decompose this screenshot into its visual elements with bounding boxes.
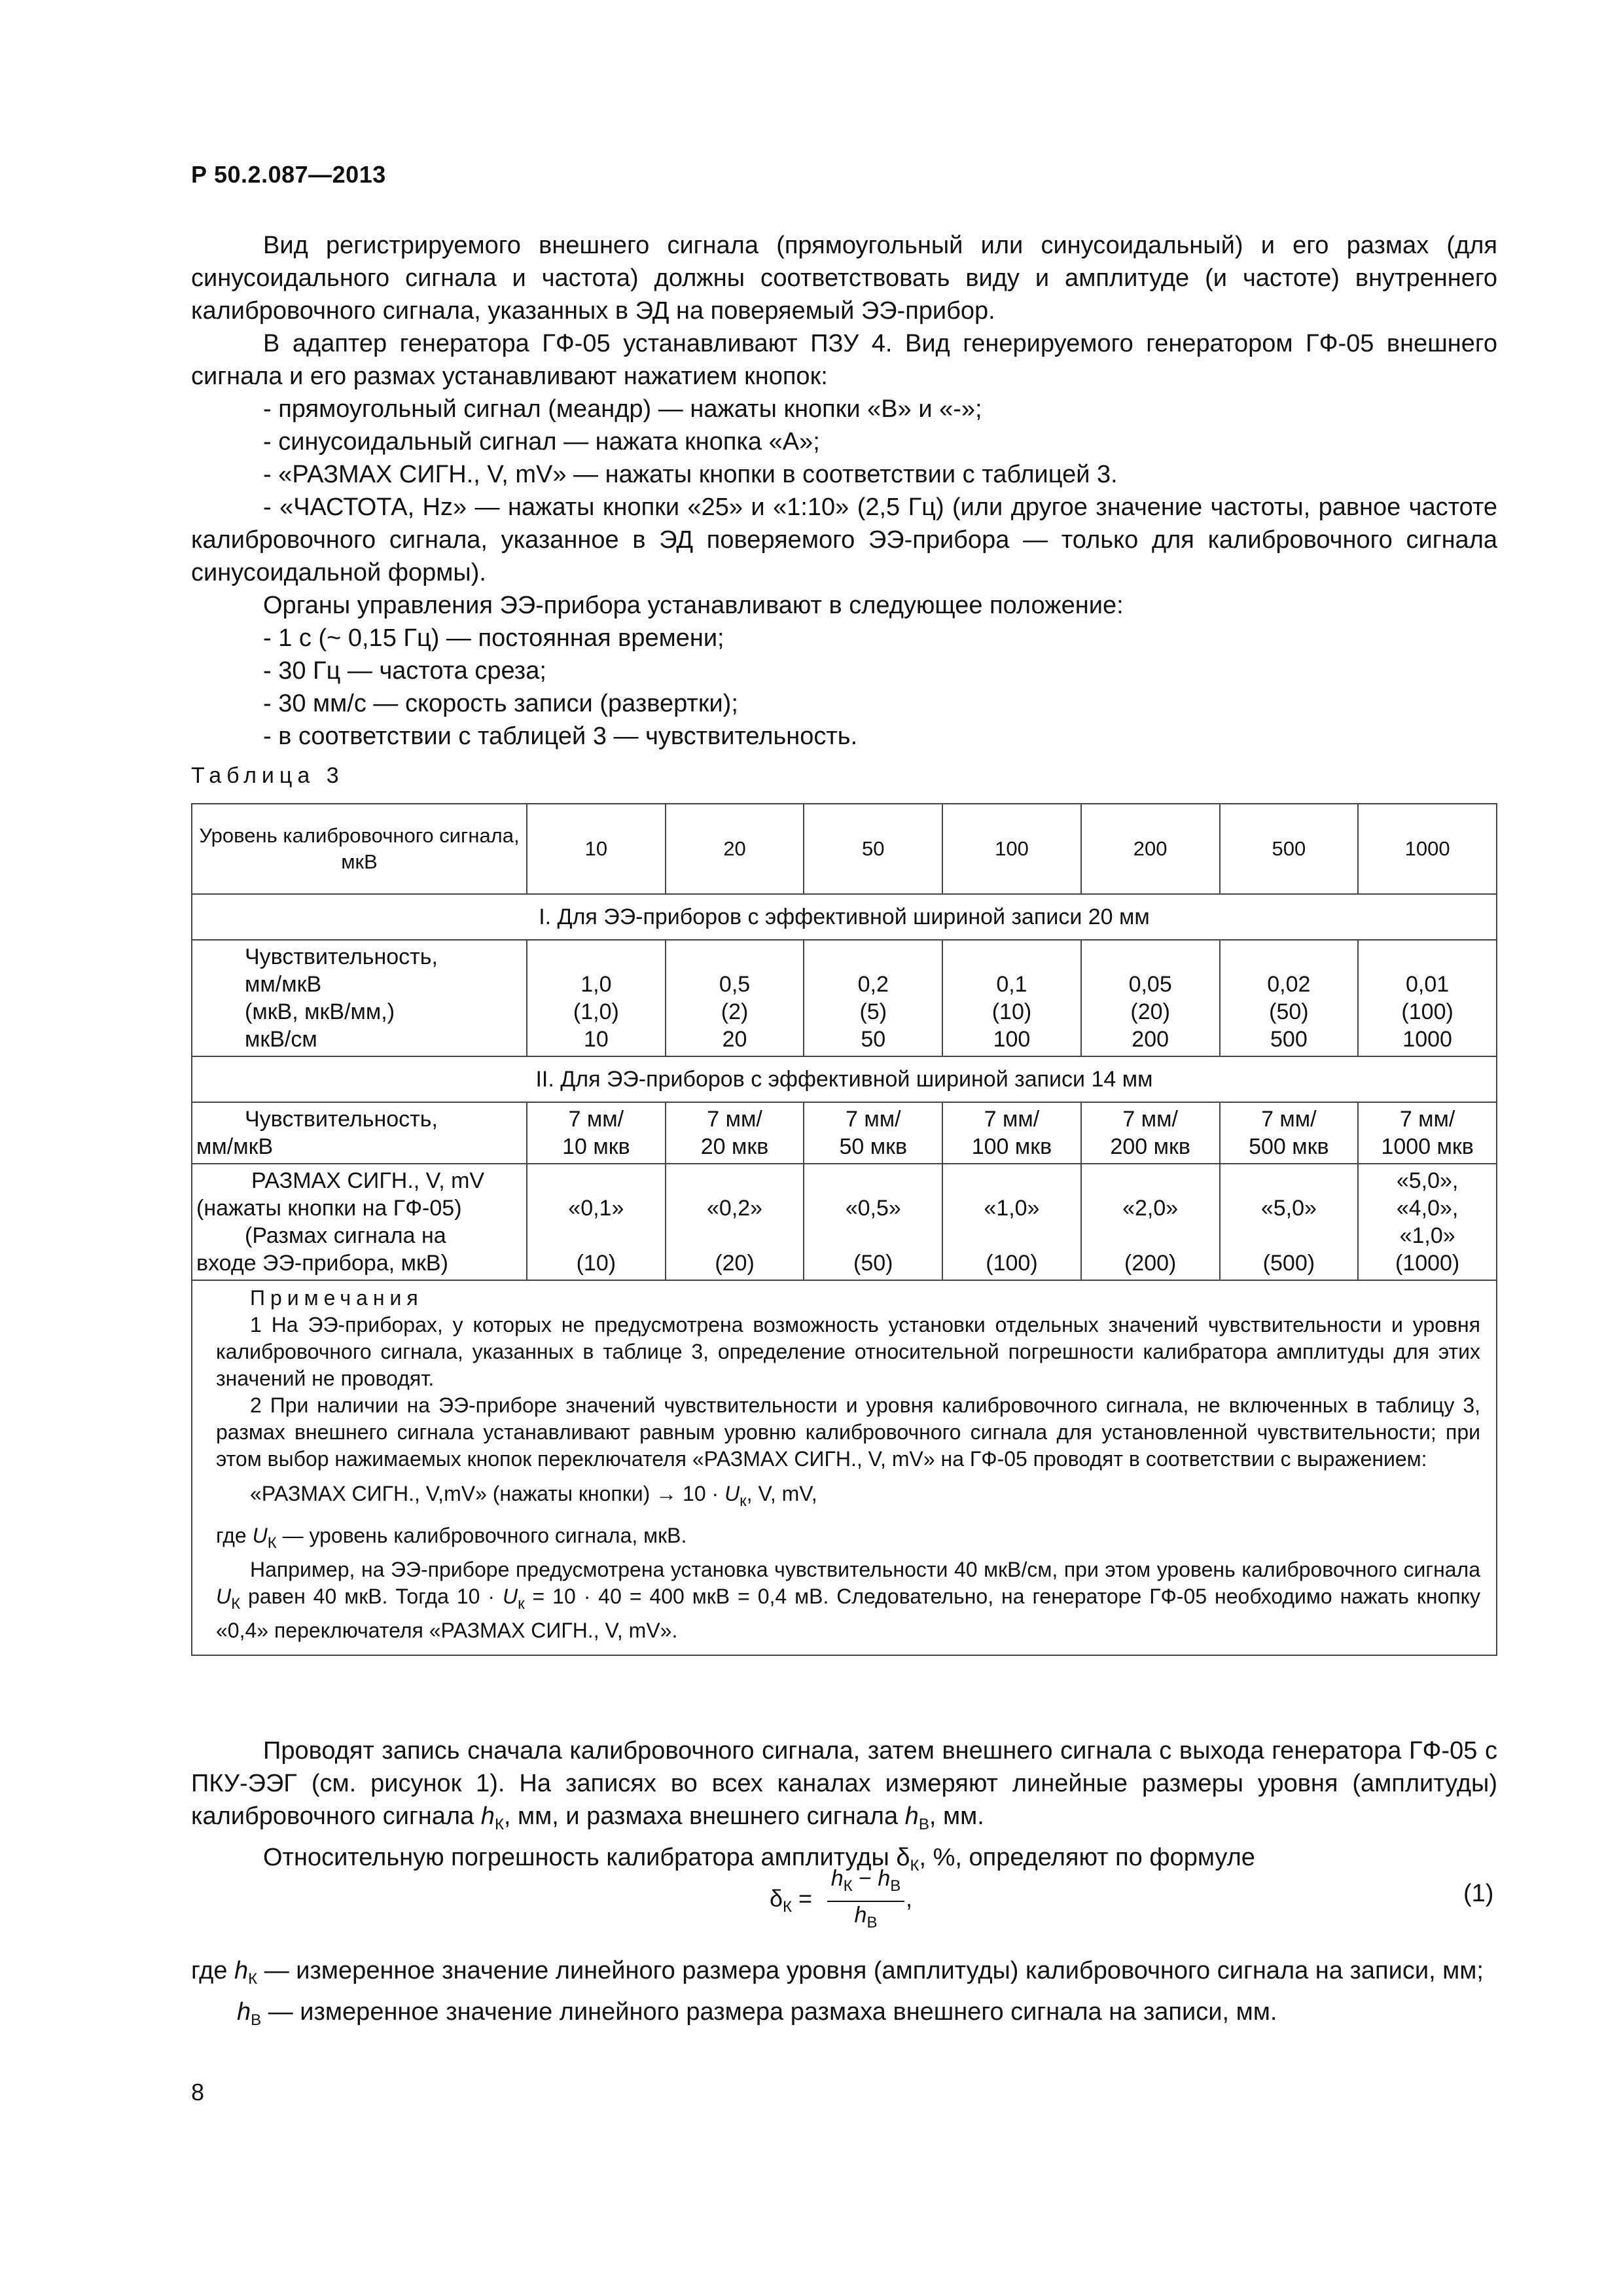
label-line: Чувствительность,: [245, 944, 438, 969]
section-1-title: I. Для ЭЭ-приборов с эффективной шириной записи 20 мм: [192, 894, 1497, 940]
level-cell: 200: [1081, 804, 1220, 894]
level-cell: 10: [527, 804, 666, 894]
notes-row: [192, 1280, 1497, 1655]
formula-lhs: $\delta_К$ =: [770, 1885, 813, 1916]
range-cell: «5,0», «4,0», «1,0» (1000): [1358, 1164, 1497, 1280]
header-label: Уровень калибровочного сигнала, мкВ: [192, 804, 527, 894]
level-cell: 50: [804, 804, 942, 894]
where-block: [191, 1954, 1497, 2037]
intro-list-item: - «ЧАСТОТА, Hz» — нажаты кнопки «25» и «1:10» (2,5 Гц) (или другое значение частоты, равное частоте калибровочного сигнала, указанное в ЭД поверяемого ЭЭ-прибора — только для калибровочного сигнала синусоидальной формы).: [191, 493, 1497, 586]
sensitivity-cell: 7 мм/ 1000 мкв: [1358, 1102, 1497, 1164]
sensitivity-14mm-row: [192, 1102, 1497, 1164]
sensitivity-cell: 7 мм/ 10 мкв: [527, 1102, 666, 1164]
table-notes: [192, 1280, 1497, 1655]
intro-list-item: - 1 с (~ 0,15 Гц) — постоянная времени;: [263, 624, 724, 652]
note-1: 1 На ЭЭ-приборах, у которых не предусмотрена возможность установки отдельных значений чувствительности и уровня калибровочного сигнала, указанных в таблице 3, определение относительной погрешности калибратора амплитуды для этих значений не проводят.: [216, 1313, 1480, 1390]
sensitivity-cell: 0,1 (10) 100: [942, 940, 1081, 1056]
intro-text: [191, 229, 1497, 753]
intro-paragraph-2: В адаптер генератора ГФ-05 устанавливают ПЗУ 4. Вид генерируемого генератором ГФ-05 внешнего сигнала и его размах устанавливают нажатием кнопок:: [191, 330, 1497, 390]
level-cell: 20: [666, 804, 804, 894]
document-number: Р 50.2.087—2013: [191, 161, 386, 188]
where-hv: $h_В$ — измеренное значение линейного размера размаха внешнего сигнала на записи, мм.: [237, 1998, 1277, 2029]
intro-list-item: - прямоугольный сигнал (меандр) — нажаты кнопки «В» и «-»;: [263, 395, 982, 423]
table-header-row: [192, 804, 1497, 894]
intro-list-item: - 30 мм/с — скорость записи (развертки);: [263, 690, 738, 717]
intro-list-item: - «РАЗМАХ СИГН., V, mV» — нажаты кнопки в соответствии с таблицей 3.: [263, 461, 1118, 488]
sensitivity-cell: 7 мм/ 200 мкв: [1081, 1102, 1220, 1164]
sensitivity-cell: 0,02 (50) 500: [1220, 940, 1359, 1056]
formula-numerator: $h_К - h_В$: [827, 1865, 904, 1902]
after-paragraph-2: Относительную погрешность калибратора амплитуды $\delta_К$, %, определяют по формуле: [263, 1844, 1255, 1874]
range-label: РАЗМАХ СИГН., V, mV (нажаты кнопки на ГФ-05) (Размах сигнала на входе ЭЭ-прибора, мкВ): [192, 1164, 527, 1280]
sensitivity-cell: 7 мм/ 20 мкв: [666, 1102, 804, 1164]
section-1-row: [192, 894, 1497, 940]
sensitivity-cell: 0,05 (20) 200: [1081, 940, 1220, 1056]
range-cell: «0,5» (50): [804, 1164, 942, 1280]
where-hk: где $h_К$ — измеренное значение линейного размера уровня (амплитуды) калибровочного сигнала на записи, мм;: [191, 1957, 1484, 1988]
label-line: мм/мкВ: [245, 972, 322, 997]
intro-paragraph-1: Вид регистрируемого внешнего сигнала (прямоугольный или синусоидальный) и его размах (для синусоидального сигнала и частота) должны соответствовать виду и амплитуде (и частоте) внутреннего калибровочного сигнала, указанных в ЭД на поверяемый ЭЭ-прибор.: [191, 232, 1497, 325]
level-cell: 100: [942, 804, 1081, 894]
formula-denominator: $h_В$: [854, 1903, 878, 1931]
section-2-title: II. Для ЭЭ-приборов с эффективной шириной записи 14 мм: [192, 1056, 1497, 1102]
after-table-text: [191, 1734, 1497, 1882]
intro-list-item: - в соответствии с таблицей 3 — чувствительность.: [263, 723, 858, 750]
label-line: (мкВ, мкВ/мм,): [245, 999, 395, 1024]
intro-list-item: - 30 Гц — частота среза;: [263, 657, 546, 685]
range-cell: «1,0» (100): [942, 1164, 1081, 1280]
note-example: Например, на ЭЭ-приборе предусмотрена установка чувствительности 40 мкВ/см, при этом уровень калибровочного сигнала $U_К$ равен 40 мкВ. Тогда $10 \cdot U_к = 10 \cdot 40 = 400$ мкВ = 0,4 мВ. Следовательно, на генераторе ГФ-05 необходимо нажать кнопку «0,4» переключателя «РАЗМАХ СИГН., V, mV».: [216, 1558, 1481, 1642]
sensitivity-cell: 0,5 (2) 20: [666, 940, 804, 1056]
section-2-row: [192, 1056, 1497, 1102]
formula-number: (1): [1463, 1880, 1494, 1907]
notes-title: Примечания: [250, 1286, 423, 1310]
formula-tail: ,: [906, 1885, 913, 1912]
level-cell: 500: [1220, 804, 1359, 894]
label-line: мкВ/см: [245, 1027, 317, 1052]
sensitivity-cell: 0,01 (100) 1000: [1358, 940, 1497, 1056]
range-cell: «2,0» (200): [1081, 1164, 1220, 1280]
level-cell: 1000: [1358, 804, 1497, 894]
sensitivity-cell: 0,2 (5) 50: [804, 940, 942, 1056]
note-2: 2 При наличии на ЭЭ-приборе значений чувствительности и уровня калибровочного сигнала, не включенных в таблицу 3, размах внешнего сигнала устанавливают равным уровню калибровочного сигнала для установленной чувствительности; при этом выбор нажимаемых кнопок переключателя «РАЗМАХ СИГН., V, mV» на ГФ-05 проводят в соответствии с выражением:: [216, 1393, 1480, 1471]
sensitivity-cell: 7 мм/ 100 мкв: [942, 1102, 1081, 1164]
after-paragraph-1: Проводят запись сначала калибровочного сигнала, затем внешнего сигнала с выхода генератора ГФ-05 с ПКУ-ЭЭГ (см. рисунок 1). На записях во всех каналах измеряют линейные размеры уровня (амплитуды) калибровочного сигнала $h_К$, мм, и размаха внешнего сигнала $h_В$, мм.: [191, 1737, 1497, 1833]
intro-paragraph-3: Органы управления ЭЭ-прибора устанавливают в следующее положение:: [263, 592, 1124, 619]
sensitivity-20mm-row: [192, 940, 1497, 1056]
sensitivity-cell: 7 мм/ 500 мкв: [1220, 1102, 1359, 1164]
range-cell: «5,0» (500): [1220, 1164, 1359, 1280]
range-cell: «0,2» (20): [666, 1164, 804, 1280]
intro-list-item: - синусоидальный сигнал — нажата кнопка «А»;: [263, 428, 820, 456]
note-expression: «РАЗМАХ СИГН., V,mV» (нажаты кнопки) → $10 \cdot U_к$, V, mV,: [250, 1482, 817, 1510]
table-caption: Таблица 3: [191, 763, 344, 788]
table-3: [191, 803, 1497, 1656]
range-row: [192, 1164, 1497, 1280]
sensitivity-20mm-label: [192, 940, 527, 1056]
range-cell: «0,1» (10): [527, 1164, 666, 1280]
sensitivity-cell: 7 мм/ 50 мкв: [804, 1102, 942, 1164]
sensitivity-14mm-label: Чувствительность, мм/мкВ: [192, 1102, 527, 1164]
sensitivity-cell: 1,0 (1,0) 10: [527, 940, 666, 1056]
note-where: где $U_К$ — уровень калибровочного сигнала, мкВ.: [216, 1524, 687, 1552]
page-number: 8: [191, 2079, 205, 2106]
formula-fraction: [827, 1865, 904, 1936]
